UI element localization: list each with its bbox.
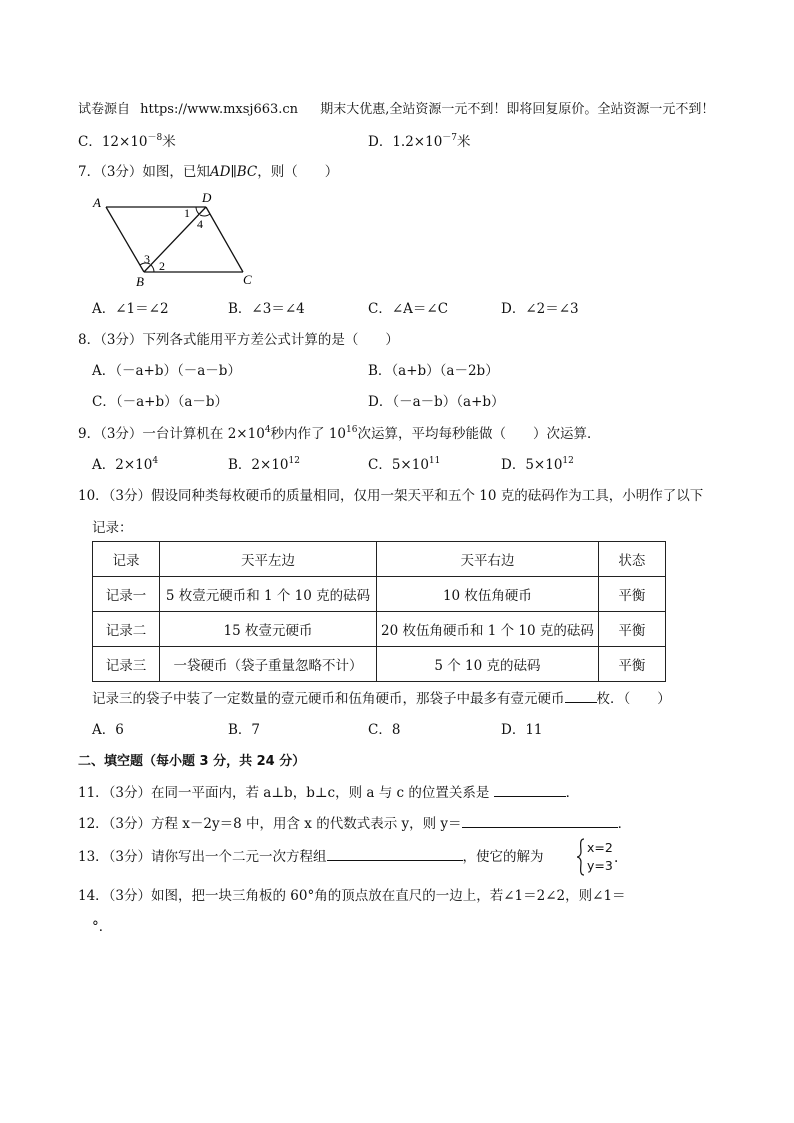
q9-option-c: C．$5\times 10^{11}$ bbox=[368, 456, 441, 473]
q7-label-D: D bbox=[202, 190, 212, 205]
table-cell: 平衡 bbox=[598, 612, 665, 647]
q7-stem: 7．（3分）如图，已知AD∥BC，则（ ） bbox=[78, 164, 339, 180]
q7-figure-parallelogram bbox=[88, 190, 268, 300]
table-header-cell: 天平左边 bbox=[160, 542, 377, 577]
table-row bbox=[93, 647, 666, 682]
table-row bbox=[93, 612, 666, 647]
answer-blank[interactable] bbox=[565, 690, 597, 703]
q7-angle-4: 4 bbox=[197, 217, 203, 231]
table-cell: 5 个 10 克的砝码 bbox=[377, 647, 599, 682]
table-cell: 5 枚壹元硬币和 1 个 10 克的砝码 bbox=[160, 577, 377, 612]
q8-option-b: B．（a+b）（a－2b） bbox=[368, 363, 499, 379]
section-title: 二、填空题（每小题 3 分，共 24 分） bbox=[78, 754, 306, 769]
q10-after-table: 记录三的袋子中装了一定数量的壹元硬币和伍角硬币，那袋子中最多有壹元硬币 枚．（ ） bbox=[92, 691, 671, 707]
table-cell: 记录三 bbox=[93, 647, 160, 682]
q7-label-A: A bbox=[93, 195, 101, 210]
header-url[interactable]: https://www.mxsj663.cn bbox=[140, 102, 299, 117]
q7-option-a: A．∠1＝∠2 bbox=[92, 301, 169, 317]
answer-blank[interactable] bbox=[462, 815, 618, 828]
q7-angle-3: 3 bbox=[144, 252, 150, 266]
table-cell: 平衡 bbox=[598, 577, 665, 612]
table-cell: 记录二 bbox=[93, 612, 160, 647]
table-row bbox=[93, 577, 666, 612]
table-cell: 一袋硬币（袋子重量忽略不计） bbox=[160, 647, 377, 682]
q12-stem: 12．（3分）方程 x－2y＝8 中，用含 x 的代数式表示 y，则 y＝ ． bbox=[78, 816, 632, 832]
q10-option-b: B．7 bbox=[228, 722, 261, 738]
q7-option-d: D．∠2＝∠3 bbox=[501, 301, 579, 317]
table-header-row bbox=[93, 542, 666, 577]
q6-option-d: D．$1.2\times 10^{-7}$米 bbox=[368, 133, 471, 150]
q10-record-table bbox=[92, 541, 666, 682]
header-source-label: 试卷源自 bbox=[78, 102, 131, 117]
q9-stem: 9．（3分）一台计算机在 $2\times 10^4$秒内作了 $10^{16}$次运算，平均每秒能做（ ）次运算． bbox=[78, 425, 601, 442]
table-cell: 平衡 bbox=[598, 647, 665, 682]
q10-stem-line1: 10．（3分）假设同种类每枚硬币的质量相同，仅用一架天平和五个 10 克的砝码作为工具，小明作了以下 bbox=[78, 488, 704, 504]
table-cell: 记录一 bbox=[93, 577, 160, 612]
q7-option-c: C．∠A＝∠C bbox=[368, 301, 449, 317]
q8-option-d: D．（－a－b）（a+b） bbox=[368, 394, 505, 410]
solution-x: x=2 bbox=[587, 840, 613, 855]
q6-option-c: C．$12\times 10^{-8}$米 bbox=[78, 133, 176, 150]
table-header-cell: 天平右边 bbox=[377, 542, 599, 577]
q7-angle-1: 1 bbox=[184, 206, 190, 220]
header-line bbox=[78, 101, 714, 119]
q8-stem: 8．（3分）下列各式能用平方差公式计算的是（ ） bbox=[78, 332, 399, 348]
q7-label-B: B bbox=[136, 274, 144, 289]
brace-icon bbox=[576, 838, 586, 876]
q10-option-d: D．11 bbox=[501, 722, 543, 738]
q7-option-b: B．∠3＝∠4 bbox=[228, 301, 305, 317]
q13-end: . bbox=[614, 850, 619, 866]
q14-stem: 14．（3分）如图，把一块三角板的 60°角的顶点放在直尺的一边上，若∠1＝2∠2，则∠1＝ bbox=[78, 888, 626, 904]
q9-option-b: B．$2\times 10^{12}$ bbox=[228, 456, 300, 473]
header-promo: 期末大优惠,全站资源一元不到！即将回复原价。全站资源一元不到！ bbox=[320, 102, 715, 117]
q10-option-a: A．6 bbox=[92, 722, 124, 738]
q13-stem: 13．（3分）请你写出一个二元一次方程组 ，使它的解为 bbox=[78, 849, 544, 865]
answer-blank[interactable] bbox=[494, 784, 566, 797]
q14-end: °． bbox=[92, 919, 113, 935]
solution-y: y=3 bbox=[587, 858, 613, 873]
q10-option-c: C．8 bbox=[368, 722, 401, 738]
q8-option-a: A．（－a+b）（－a－b） bbox=[92, 363, 241, 379]
q7-angle-2: 2 bbox=[159, 259, 165, 273]
answer-blank[interactable] bbox=[327, 848, 463, 861]
table-header-cell: 记录 bbox=[93, 542, 160, 577]
table-cell: 15 枚壹元硬币 bbox=[160, 612, 377, 647]
q7-label-C: C bbox=[243, 272, 252, 287]
q9-option-a: A．$2\times 10^4$ bbox=[92, 456, 159, 473]
q11-stem: 11．（3分）在同一平面内，若 a⊥b，b⊥c，则 a 与 c 的位置关系是 ． bbox=[78, 785, 580, 801]
q9-option-d: D．$5\times 10^{12}$ bbox=[501, 456, 574, 473]
table-cell: 20 枚伍角硬币和 1 个 10 克的砝码 bbox=[377, 612, 599, 647]
q8-option-c: C．（－a+b）（a－b） bbox=[92, 394, 229, 410]
table-header-cell: 状态 bbox=[598, 542, 665, 577]
table-cell: 10 枚伍角硬币 bbox=[377, 577, 599, 612]
q10-stem-line2: 记录： bbox=[92, 520, 133, 536]
